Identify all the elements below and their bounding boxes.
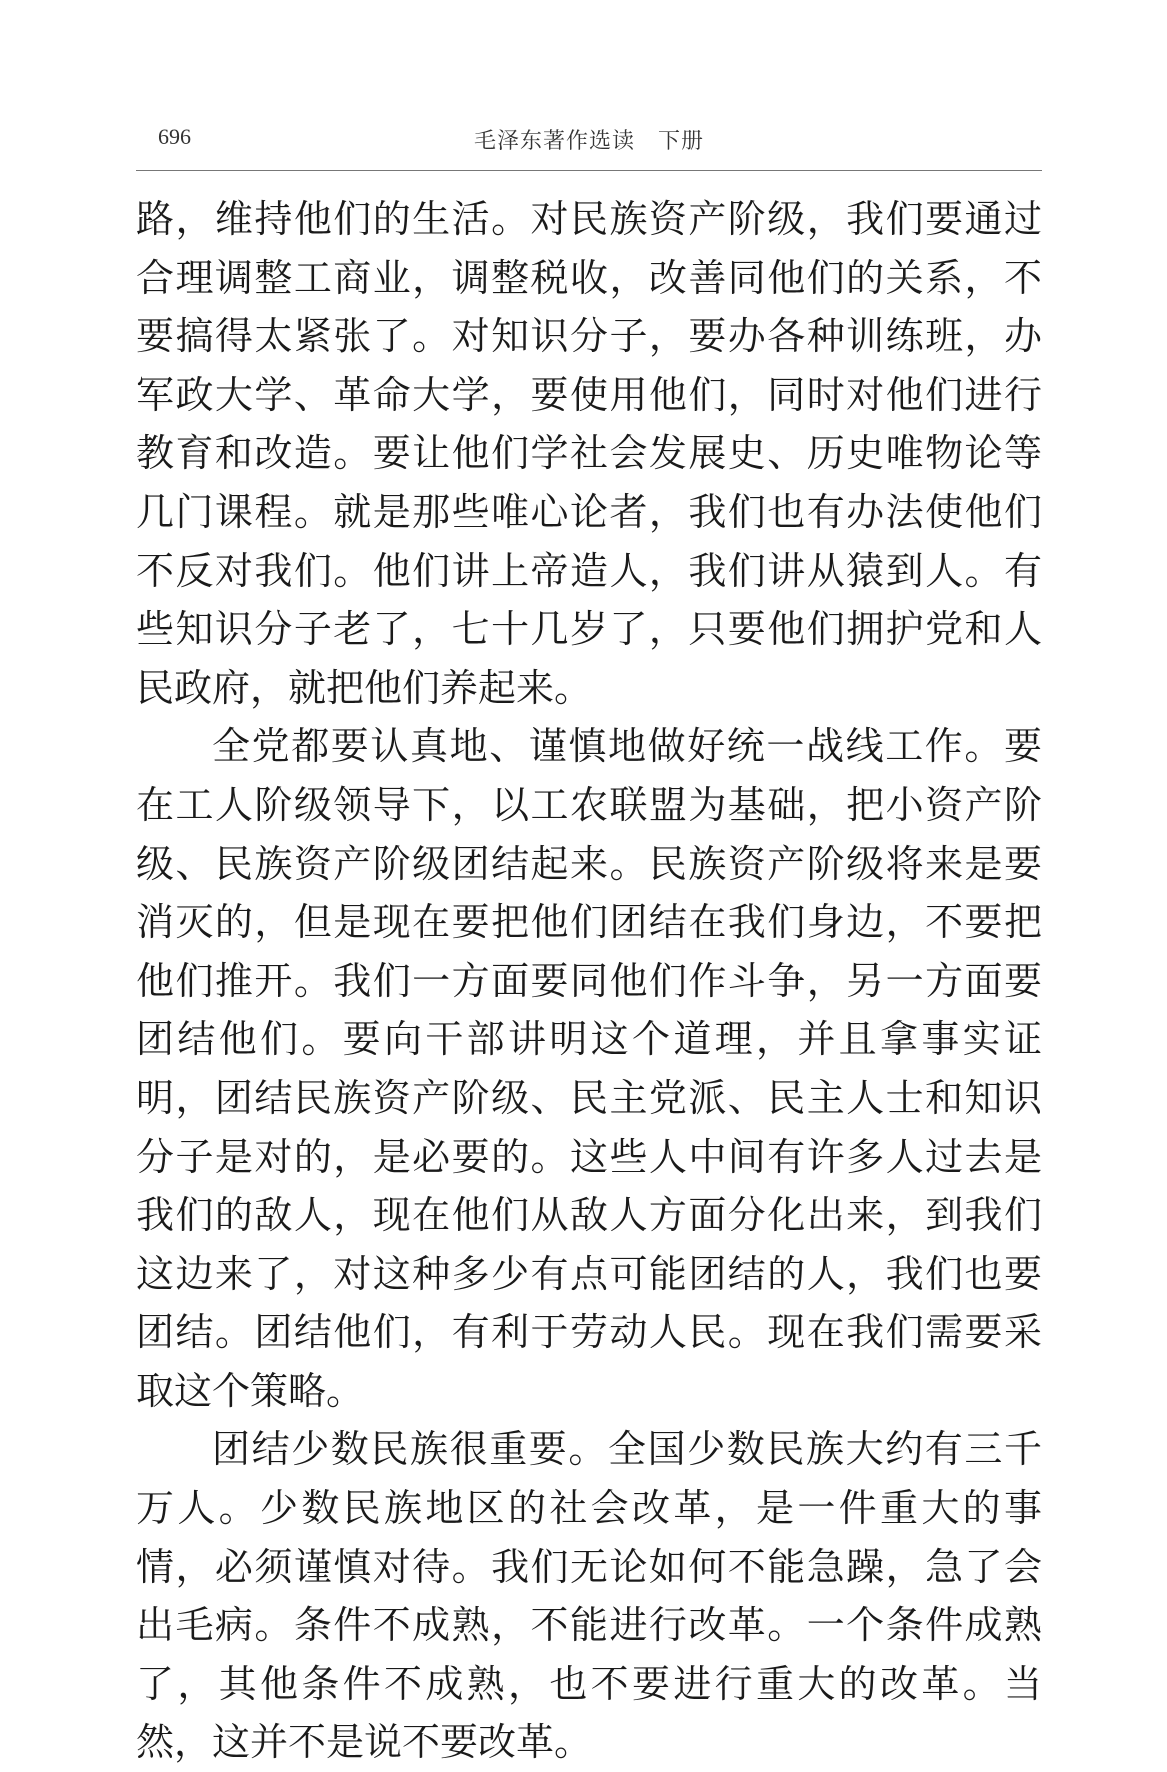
paragraph-3: 团结少数民族很重要。全国少数民族大约有三千万人。少数民族地区的社会改革，是一件重大的事情，必须谨慎对待。我们无论如何不能急躁，急了会出毛病。条件不成熟，不能进行改革。一个条件成熟了，其他条件不成熟，也不要进行重大的改革。当然，这并不是说不要改革。 [136,1427,1042,1765]
running-title: 毛泽东著作选读 下册 [473,129,704,154]
page-header [136,120,1042,171]
paragraph-1: 路，维持他们的生活。对民族资产阶级，我们要通过合理调整工商业，调整税收，改善同他们的关系，不要搞得太紧张了。对知识分子，要办各种训练班，办军政大学、革命大学，要使用他们，同时对他们进行教育和改造。要让他们学社会发展史、历史唯物论等几门课程。就是那些唯心论者，我们也有办法使他们不反对我们。他们讲上帝造人，我们讲从猿到人。有些知识分子老了，七十几岁了，只要他们拥护党和人民政府，就把他们养起来。 [136,197,1042,710]
body-text [136,190,1042,1772]
paragraph-2: 全党都要认真地、谨慎地做好统一战线工作。要在工人阶级领导下，以工农联盟为基础，把小资产阶级、民族资产阶级团结起来。民族资产阶级将来是要消灭的，但是现在要把他们团结在我们身边，不要把他们推开。我们一方面要同他们作斗争，另一方面要团结他们。要向干部讲明这个道理，并且拿事实证明，团结民族资产阶级、民主党派、民主人士和知识分子是对的，是必要的。这些人中间有许多人过去是我们的敌人，现在他们从敌人方面分化出来，到我们这边来了，对这种多少有点可能团结的人，我们也要团结。团结他们，有利于劳动人民。现在我们需要采取这个策略。 [136,724,1042,1413]
page-number: 696 [158,124,191,149]
